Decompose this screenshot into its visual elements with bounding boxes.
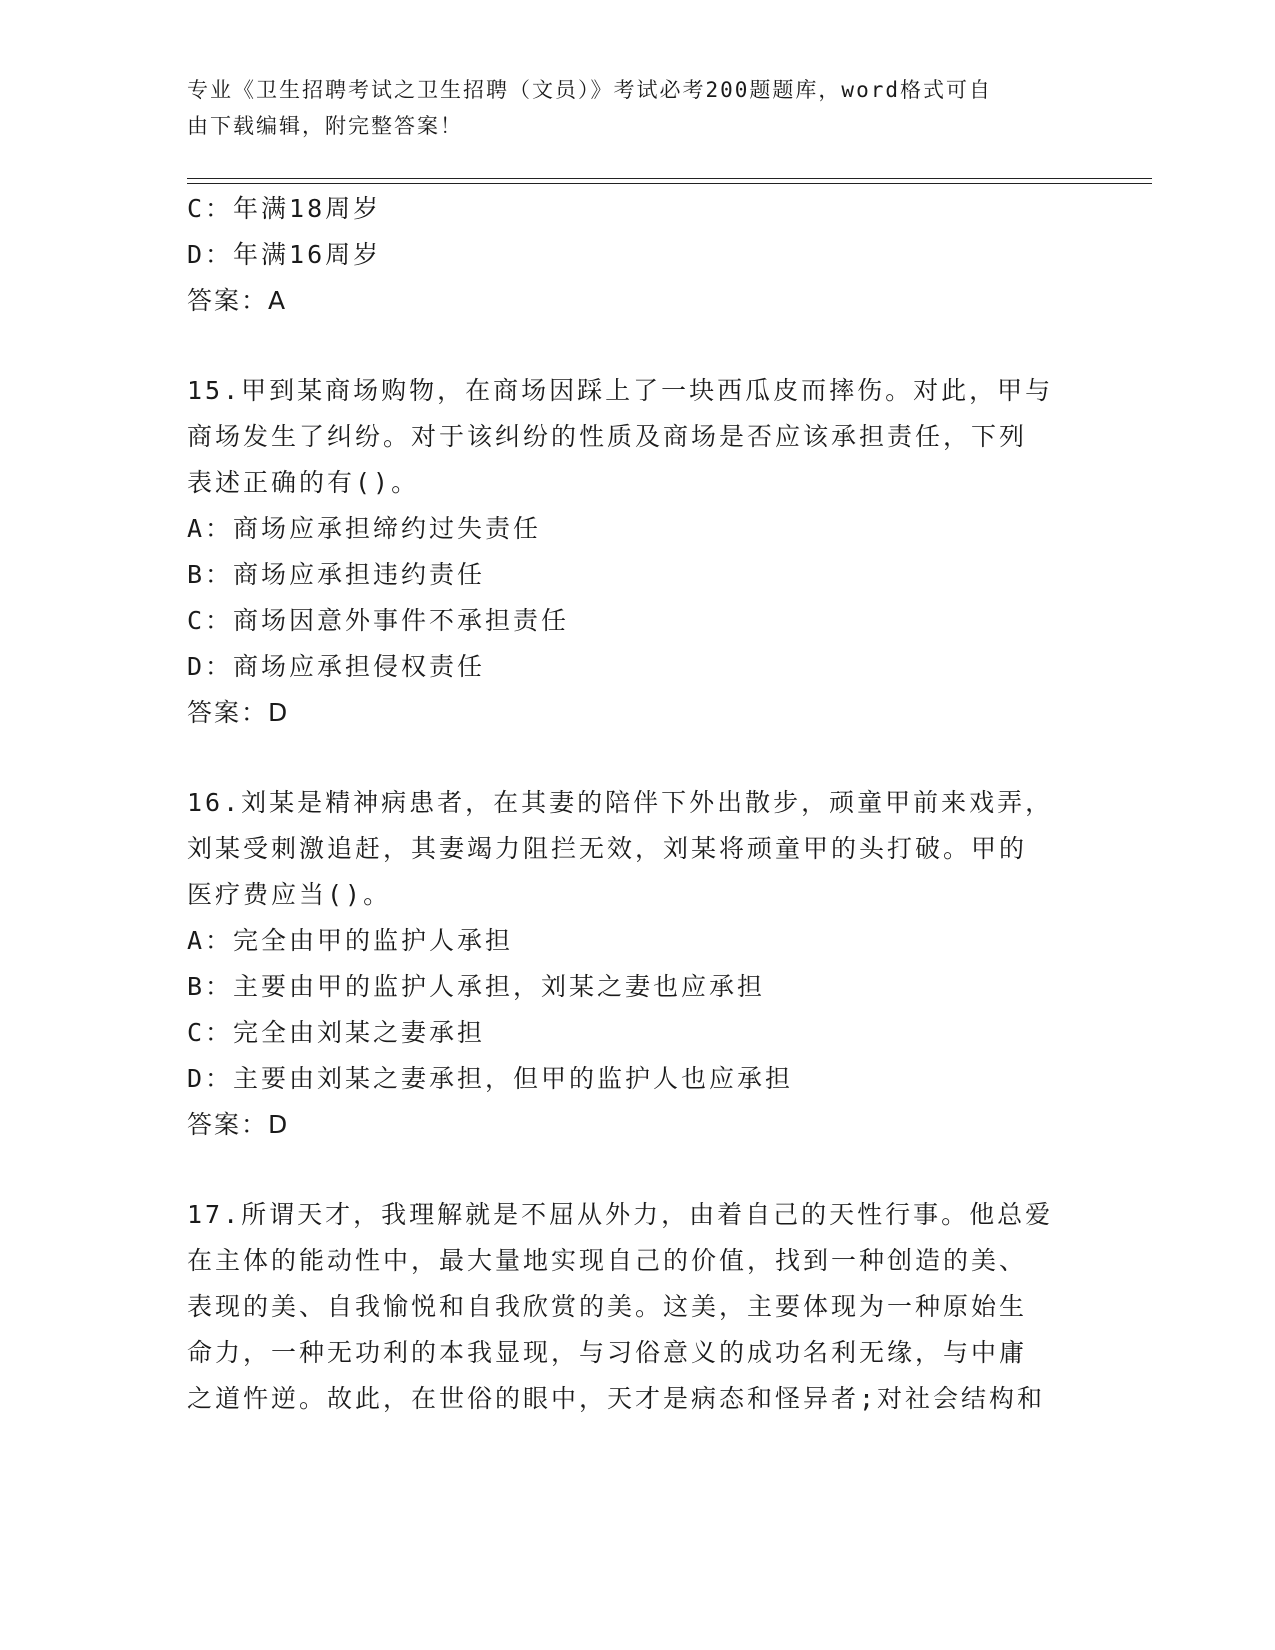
question-16: [187, 780, 1087, 1148]
question-stem-line: 商场发生了纠纷。对于该纠纷的性质及商场是否应该承担责任，下列: [187, 422, 1028, 451]
header-line-2: 由下载编辑，附完整答案！: [187, 114, 463, 138]
question-stem-line: 17.所谓天才，我理解就是不屈从外力，由着自己的天性行事。他总爱: [187, 1200, 1054, 1229]
option-c: C：完全由刘某之妻承担: [187, 1018, 486, 1047]
option-d: D：主要由刘某之妻承担，但甲的监护人也应承担: [187, 1064, 794, 1093]
answer-line: 答案：D: [187, 1110, 290, 1139]
document-body: [187, 186, 1087, 1422]
header-divider-top: [187, 178, 1152, 179]
question-stem-line: 在主体的能动性中，最大量地实现自己的价值，找到一种创造的美、: [187, 1246, 1028, 1275]
document-header: [187, 72, 1067, 144]
header-divider-bottom: [187, 183, 1152, 184]
option-b: B：主要由甲的监护人承担，刘某之妻也应承担: [187, 972, 766, 1001]
question-stem-line: 15.甲到某商场购物，在商场因踩上了一块西瓜皮而摔伤。对此，甲与: [187, 376, 1054, 405]
question-14-continuation: [187, 186, 1087, 324]
answer-line: 答案：D: [187, 698, 290, 727]
question-stem-line: 医疗费应当()。: [187, 880, 392, 909]
header-line-1: 专业《卫生招聘考试之卫生招聘（文员）》考试必考200题题库，word格式可自: [187, 78, 992, 102]
answer-line: 答案：A: [187, 286, 288, 315]
question-15: [187, 368, 1087, 736]
option-a: A：商场应承担缔约过失责任: [187, 514, 542, 543]
spacer: [187, 736, 1087, 780]
option-b: B：商场应承担违约责任: [187, 560, 486, 589]
question-stem-line: 16.刘某是精神病患者，在其妻的陪伴下外出散步，顽童甲前来戏弄，: [187, 788, 1054, 817]
question-stem-line: 表现的美、自我愉悦和自我欣赏的美。这美，主要体现为一种原始生: [187, 1292, 1028, 1321]
question-stem-line: 表述正确的有()。: [187, 468, 420, 497]
question-17: [187, 1192, 1087, 1422]
option-d: D：商场应承担侵权责任: [187, 652, 486, 681]
question-stem-line: 之道忤逆。故此，在世俗的眼中，天才是病态和怪异者;对社会结构和: [187, 1384, 1046, 1413]
option-c: C：年满18周岁: [187, 194, 382, 223]
option-d: D：年满16周岁: [187, 240, 382, 269]
option-c: C：商场因意外事件不承担责任: [187, 606, 570, 635]
spacer: [187, 1148, 1087, 1192]
spacer: [187, 324, 1087, 368]
question-stem-line: 命力，一种无功利的本我显现，与习俗意义的成功名利无缘，与中庸: [187, 1338, 1028, 1367]
option-a: A：完全由甲的监护人承担: [187, 926, 514, 955]
question-stem-line: 刘某受刺激追赶，其妻竭力阻拦无效，刘某将顽童甲的头打破。甲的: [187, 834, 1028, 863]
